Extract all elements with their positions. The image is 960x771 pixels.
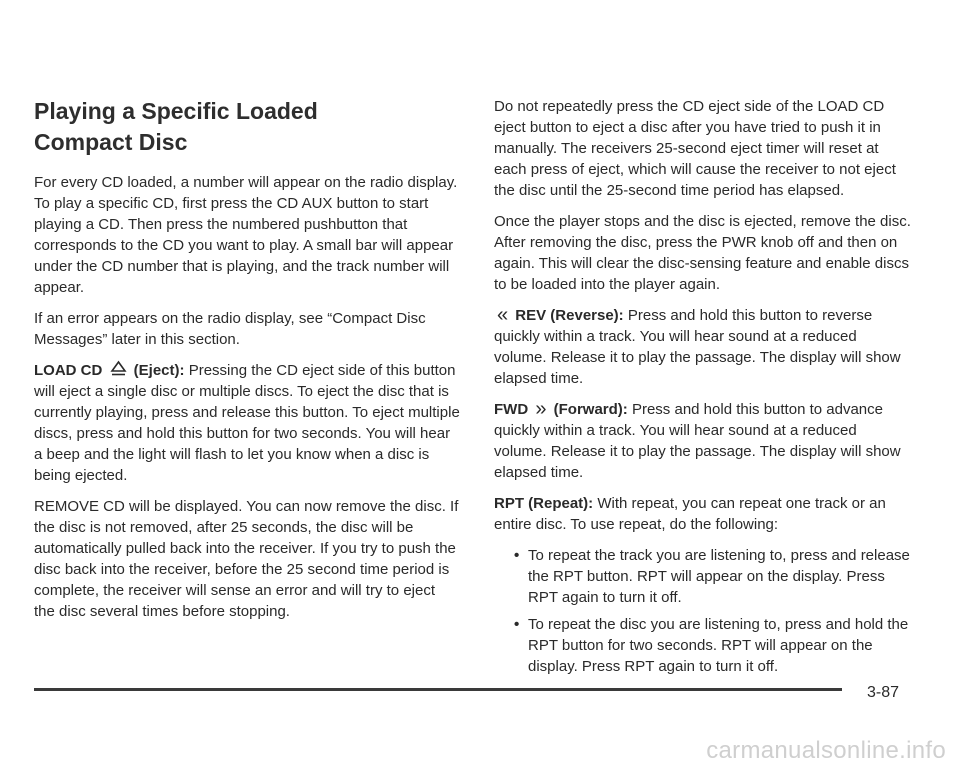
intro-paragraph: For every CD loaded, a number will appear on the radio display. To play a specific CD, first press the CD AUX button to start playing a CD. Then press the numbered pushbutton that corresponds to the CD you want to play. A small bar will appear under the CD number that is playing, and the track number will appear. (34, 174, 458, 296)
eject-label: (Eject): (133, 362, 185, 379)
right-column (494, 96, 912, 683)
load-cd-paragraph (34, 360, 460, 486)
rev-text: Press and hold this button to reverse quickly within a track. You will hear sound at a reduced volume. Release it to play the passage. The display will show elapsed time. (494, 307, 901, 387)
double-chevron-right-icon: » (535, 398, 547, 420)
fwd-paragraph (494, 399, 912, 483)
rev-paragraph (494, 305, 912, 389)
remove-cd-paragraph: REMOVE CD will be displayed. You can now remove the disc. If the disc is not removed, after 25 seconds, the disc will be automatically pulled back into the receiver. If you try to push the disc back into the receiver, before the 25 second time period is complete, the receiver will sense an error and will try to eject the disc several times before stopping. (34, 498, 459, 620)
rpt-text: With repeat, you can repeat one track or an entire disc. To use repeat, do the following: (494, 495, 886, 533)
eject-warning-paragraph: Do not repeatedly press the CD eject side of the LOAD CD eject button to eject a disc after you have tried to push it in manually. The receivers 25-second eject timer will reset at each press of eject, which will cause the receiver to not eject the disc until the 25-second time period has elapsed. (494, 98, 896, 199)
page-number: 3-87 (867, 684, 900, 701)
double-chevron-left-icon: « (497, 304, 509, 326)
load-cd-text: Pressing the CD eject side of this button will eject a single disc or multiple discs. To eject the disc that is currently playing, press and release this button. To eject multiple discs, press and hold this button for two seconds. You will hear a beep and the light will flash to let you know when a disc is being ejected. (34, 362, 460, 484)
eject-icon (110, 360, 127, 377)
bullet-icon: • (514, 616, 520, 633)
watermark: carmanualsonline.info (706, 737, 946, 764)
fwd-label: FWD (494, 401, 529, 418)
fwd-text: Press and hold this button to advance quickly within a track. You will hear sound at a reduced volume. Release it to play the passage. The display will show elapsed time. (494, 401, 901, 481)
load-cd-label: LOAD CD (34, 362, 103, 379)
list-item: • To repeat the track you are listening to, press and release the RPT button. RPT will appear on the display. Press RPT again to turn it off. (514, 547, 910, 606)
footer-rule (34, 688, 842, 691)
heading-line-1: Playing a Specific Loaded (34, 98, 318, 124)
heading-line-2: Compact Disc (34, 129, 188, 155)
error-paragraph: If an error appears on the radio display, see “Compact Disc Messages” later in this section. (34, 310, 426, 348)
forward-label: (Forward): (553, 401, 628, 418)
rpt-label: RPT (Repeat): (494, 495, 594, 512)
repeat-list (494, 545, 912, 677)
after-eject-paragraph: Once the player stops and the disc is ejected, remove the disc. After removing the disc, press the PWR knob off and then on again. This will clear the disc-sensing feature and enable discs to be loaded into the player again. (494, 213, 911, 293)
list-item: • To repeat the disc you are listening to, press and hold the RPT button for two seconds. RPT will appear on the display. Press RPT again to turn it off. (514, 616, 909, 675)
bullet-icon: • (514, 547, 520, 564)
rev-label: REV (Reverse): (515, 307, 624, 324)
section-heading (34, 96, 460, 158)
left-column (34, 96, 460, 632)
rpt-paragraph (494, 493, 912, 535)
